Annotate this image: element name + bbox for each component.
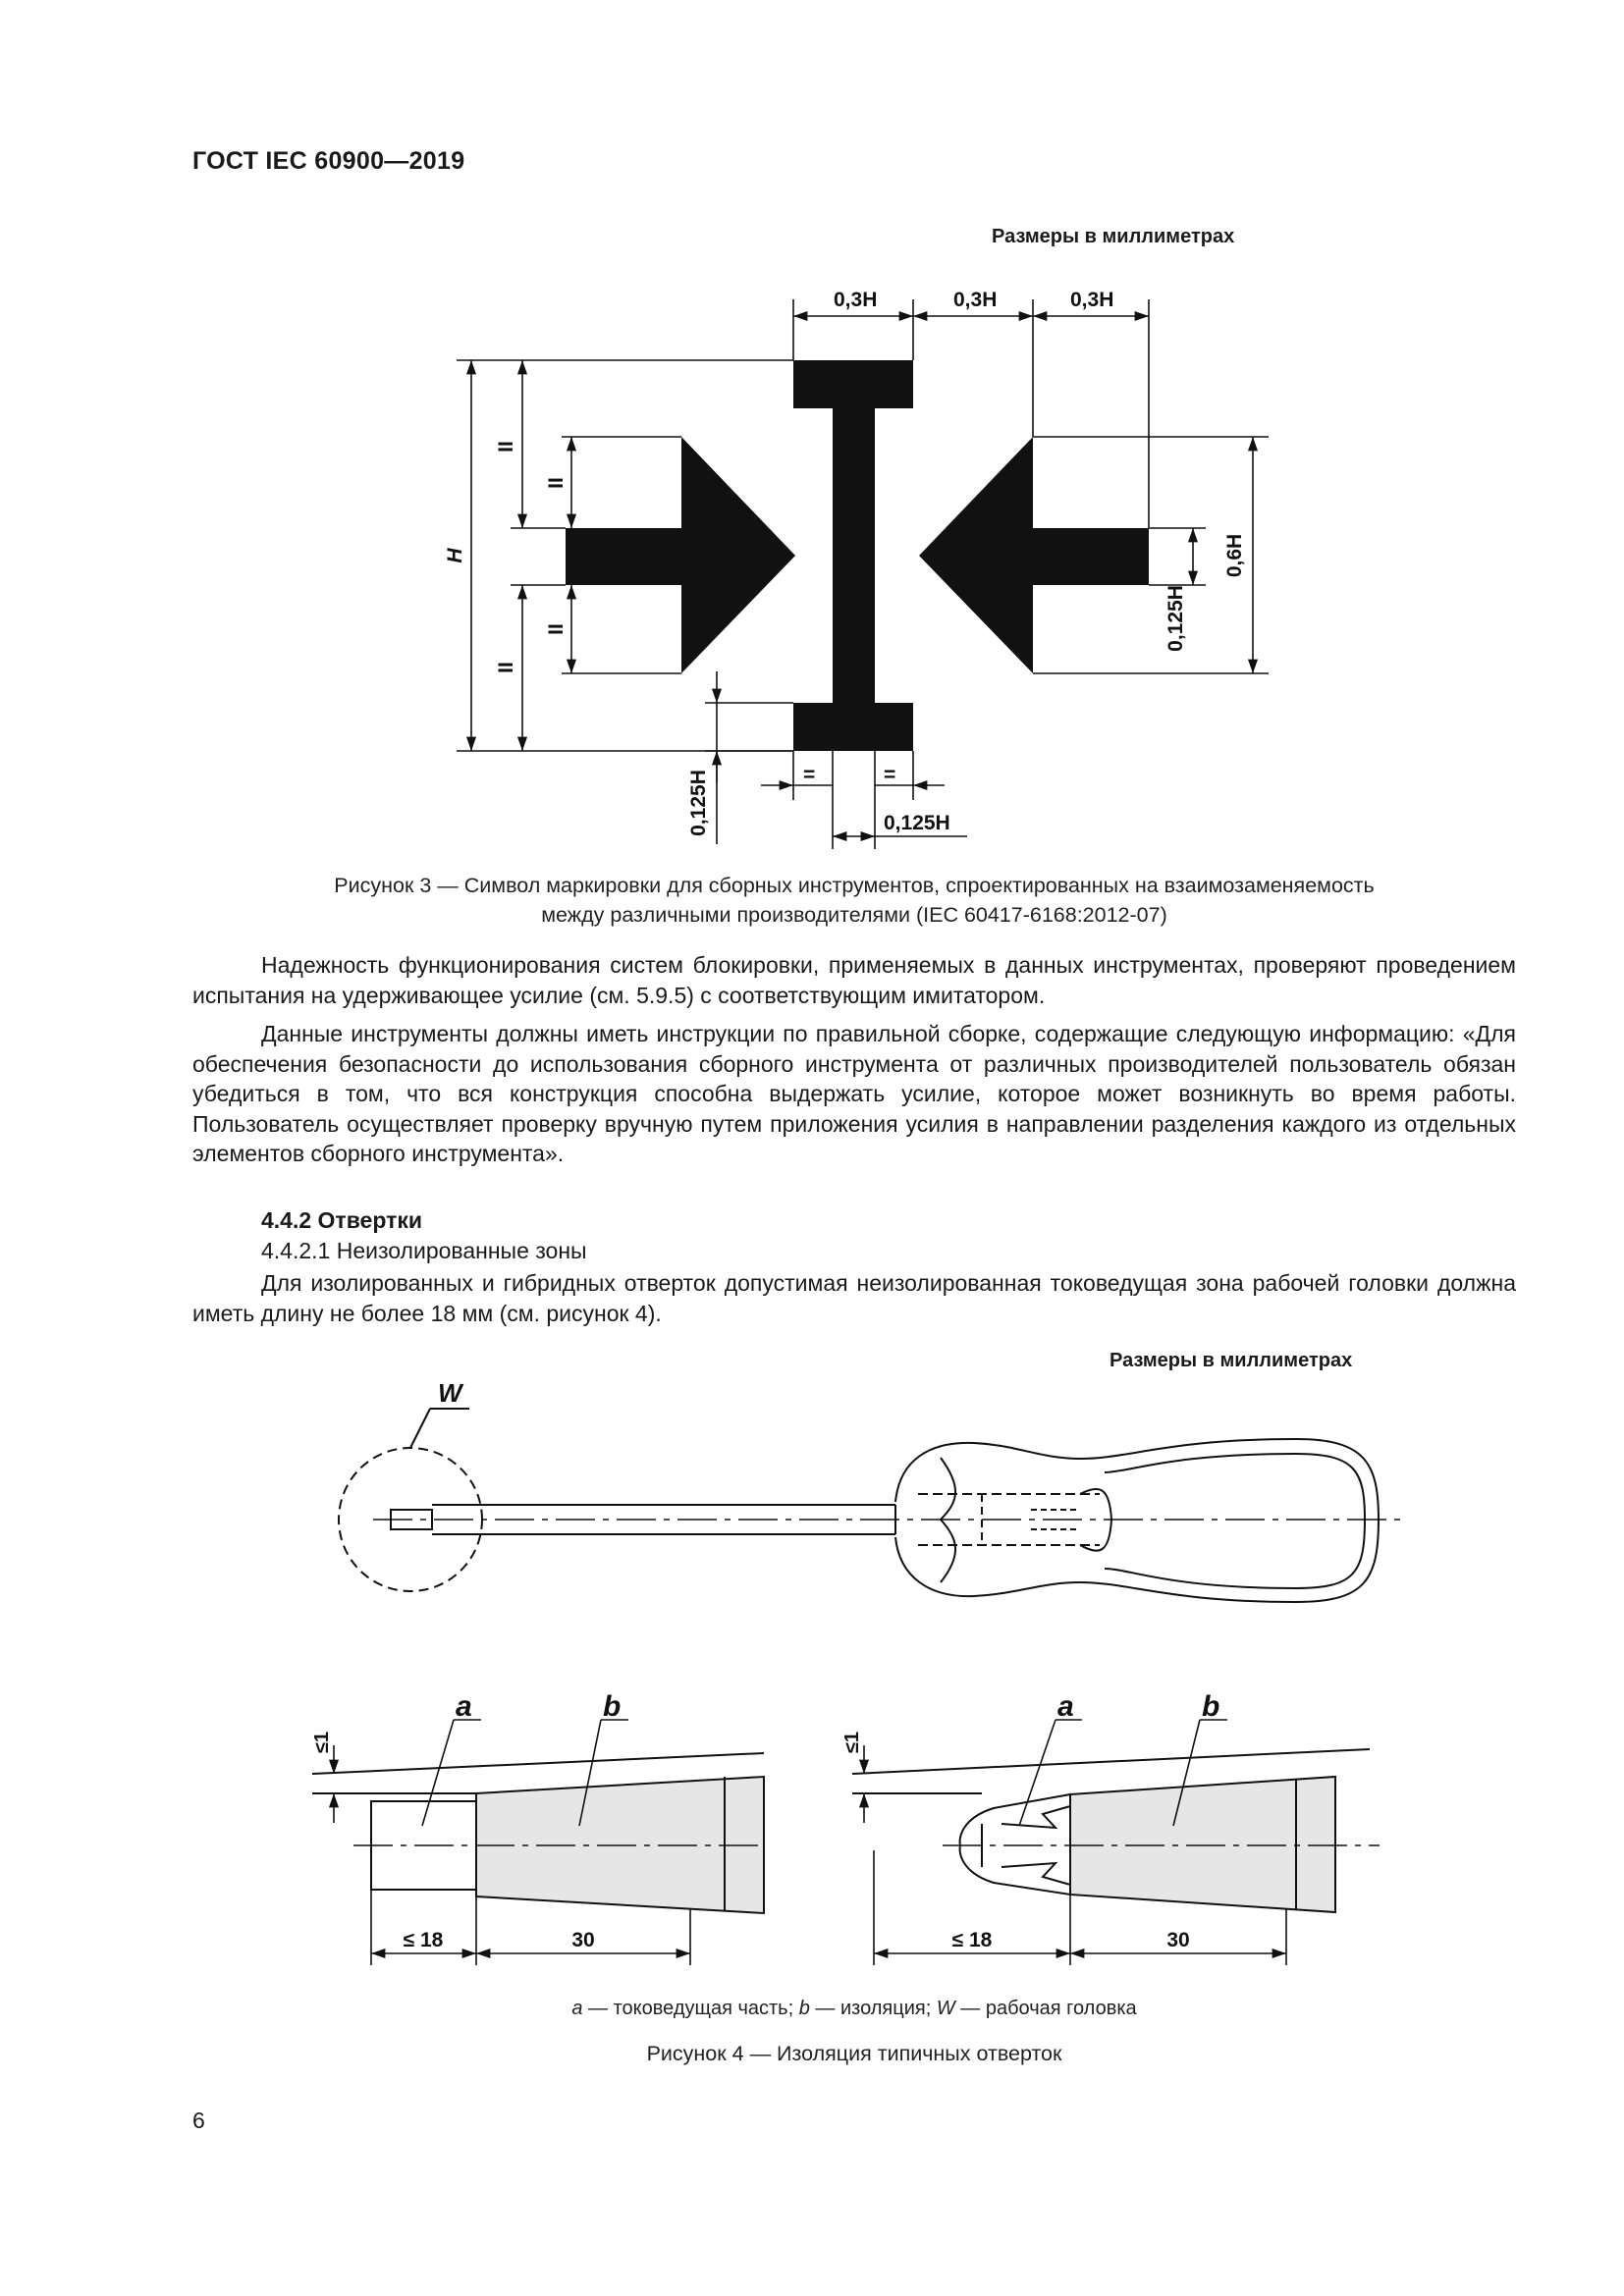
page-number: 6 [192, 2108, 205, 2133]
dim-right-0125h: 0,125H [1164, 585, 1187, 652]
paragraph-reliability: Надежность функционирования систем блокировки, применяемых в данных инструментах, проверяют проведением испытания на удерживающее усилие (см. 5.9.5) с соответствующим имитатором. [192, 952, 1516, 1008]
dim-left-eq-2: II [495, 662, 517, 673]
dim-le18-left: ≤ 18 [403, 1929, 444, 1951]
section-heading-4-4-2-1: 4.4.2.1 Неизолированные зоны [261, 1238, 587, 1263]
figure4-screwdriver-overview [324, 1374, 1404, 1610]
figure4-units-note: Размеры в миллиметрах [1110, 1350, 1353, 1371]
label-w: W [438, 1378, 462, 1408]
dim-30-left: 30 [571, 1929, 595, 1951]
dim-right-06h: 0,6H [1223, 533, 1246, 578]
dim-left-eq-3: II [545, 477, 568, 489]
dim-le18-right: ≤ 18 [951, 1929, 993, 1951]
dim-top-1: 0,3H [834, 289, 878, 311]
legend-w-text: — рабочая головка [954, 1998, 1137, 2019]
dim-30-right: 30 [1166, 1929, 1190, 1951]
figure3-units-note: Размеры в миллиметрах [992, 226, 1235, 247]
dim-bottom-eq-2: = [884, 764, 896, 786]
legend-w-symbol: W [936, 1998, 955, 2019]
dim-bottom-left-0125h: 0,125H [687, 770, 710, 836]
figure4-insulation-details [299, 1679, 1409, 1983]
dim-left-eq-1: II [495, 441, 517, 453]
document-header: ГОСТ IEC 60900—2019 [192, 147, 465, 175]
detail-pointed-tip [852, 1720, 1380, 1965]
section-heading-4-4-2: 4.4.2 Отвертки [261, 1207, 422, 1233]
detail-flat-tip [312, 1720, 766, 1965]
dim-bottom-right-0125h: 0,125H [884, 812, 950, 834]
label-a-left: a [456, 1690, 472, 1723]
dim-le1-right: ≤1 [841, 1731, 863, 1754]
figure4-legend [192, 1998, 1516, 2020]
label-b-right: b [1202, 1690, 1220, 1723]
legend-a-symbol: a [571, 1998, 583, 2019]
legend-a-text: — токоведущая часть; [582, 1998, 799, 2019]
paragraph-uninsulated-zone: Для изолированных и гибридных отверток допустимая неизолированная токоведущая зона рабочей головки должна иметь длину не более 18 мм (см. рисунок 4). [192, 1270, 1516, 1326]
label-a-right: a [1057, 1690, 1074, 1723]
label-b-left: b [603, 1690, 622, 1723]
figure3-caption-line1: Рисунок 3 — Символ маркировки для сборных инструментов, спроектированных на взаимозаменяемость [334, 874, 1375, 897]
dim-left-h: H [444, 548, 466, 563]
figure3-marking-symbol [432, 270, 1276, 859]
dim-bottom-eq-1: = [803, 764, 816, 786]
legend-b-symbol: b [798, 1998, 810, 2019]
figure3-caption-line2: между различными производителями (IEC 60417-6168:2012-07) [541, 903, 1167, 927]
figure4-caption: Рисунок 4 — Изоляция типичных отверток [646, 2042, 1062, 2065]
dim-top-3: 0,3H [1070, 289, 1114, 311]
dim-top-2: 0,3H [953, 289, 998, 311]
paragraph-instructions: Данные инструменты должны иметь инструкции по правильной сборке, содержащие следующую информацию: «Для обеспечения безопасности до использования сборного инструмента от различных производителей пользователь обязан убедиться в том, что вся конструкция способна выдержать усилие, которое может возникнуть во время работы. Пользователь осуществляет проверку вручную путем приложения усилия в направлении разделения каждого из отдельных элементов сборного инструмента». [192, 1021, 1516, 1166]
figure3-caption [192, 871, 1516, 930]
dim-left-eq-4: II [545, 623, 568, 635]
dim-le1-left: ≤1 [311, 1731, 333, 1754]
symbol-shape [566, 360, 1149, 751]
legend-b-text: — изоляция; [809, 1998, 937, 2019]
